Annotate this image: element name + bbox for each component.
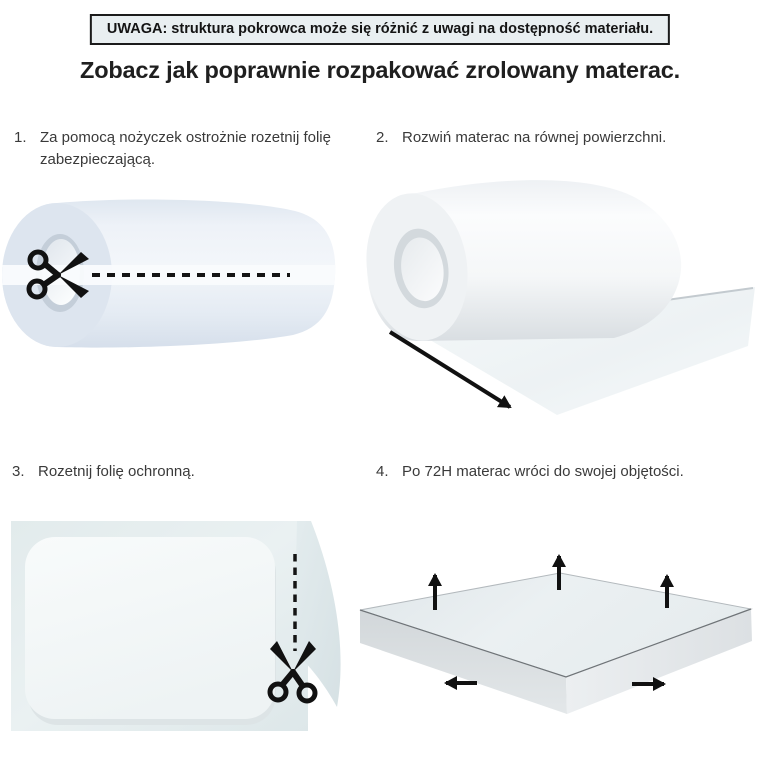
expanding-mattress-graphic [360,556,752,714]
step-3-illustration-foil-cut [4,512,356,757]
step-3-text: Rozetnij folię ochronną. [38,463,195,480]
notice-banner [90,14,670,45]
foil-cut-graphic [11,521,341,731]
step-4-illustration-expanding-mattress [358,520,760,760]
step-1-illustration-rolled-mattress [0,188,348,408]
step-3-number: 3. [12,463,25,480]
step-2-illustration-unrolling-mattress [360,172,760,430]
step-1-number: 1. [14,129,27,146]
step-1-text: Za pomocą nożyczek ostrożnie rozetnij folię zabezpieczającą. [40,129,331,168]
unrolling-mattress-graphic [360,180,755,415]
step-2-text: Rozwiń materac na równej powierzchni. [402,129,667,146]
step-1-label [14,127,344,171]
step-4-text: Po 72H materac wróci do swojej objętości. [402,463,684,480]
step-4-label [376,461,756,483]
page-title: Zobacz jak poprawnie rozpakować zrolowany materac. [80,57,680,83]
rolled-mattress-graphic [0,200,348,348]
step-3-label [12,461,352,483]
notice-banner-text: UWAGA: struktura pokrowca może się różnić z uwagi na dostępność materiału. [106,21,654,37]
mattress-top [25,537,275,719]
step-2-number: 2. [376,129,389,146]
step-4-number: 4. [376,463,389,480]
step-2-label [376,127,756,149]
